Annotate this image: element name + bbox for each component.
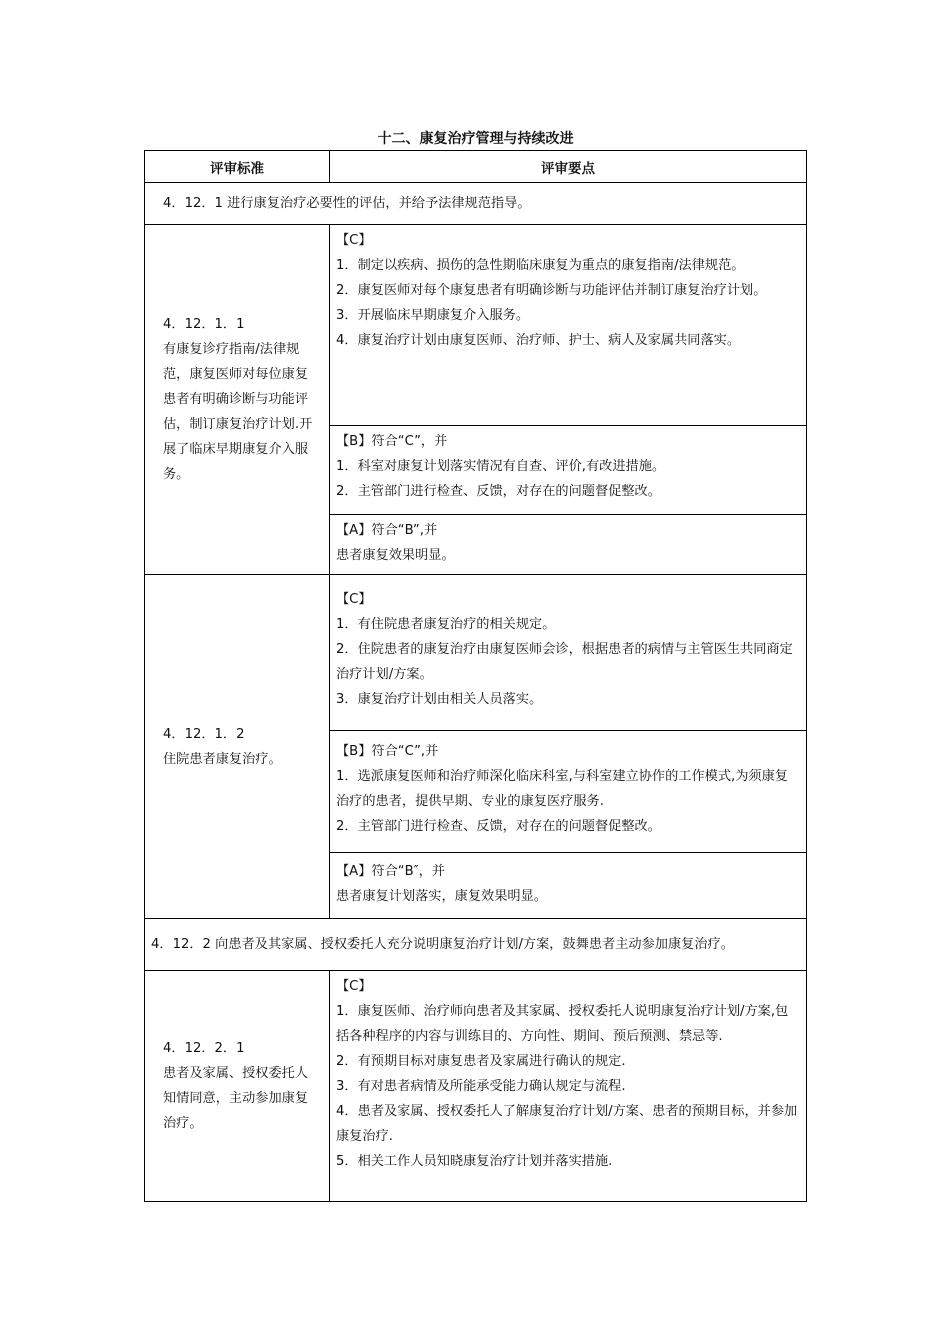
list-item: 4．康复治疗计划由康复医师、治疗师、护士、病人及家属共同落实。 [336, 333, 741, 348]
standard-text: 住院患者康复治疗。 [163, 751, 282, 767]
list-item: 2．住院患者的康复治疗由康复医师会诊，根据患者的病情与主管医生共同商定治疗计划/方案。 [336, 642, 793, 682]
points-cell-a [330, 853, 807, 919]
list-item: 5．相关工作人员知晓康复治疗计划并落实措施. [336, 1154, 613, 1169]
points-cell-b [330, 426, 807, 515]
table-header-row [145, 151, 807, 183]
standard-number: 4．12．2．1 [163, 1041, 245, 1056]
list-item: 1．选派康复医师和治疗师深化临床科室,与科室建立协作的工作模式,为须康复治疗的患者，提供早期、专业的康复医疗服务. [336, 769, 788, 809]
list-item: 2．康复医师对每个康复患者有明确诊断与功能评估并制订康复治疗计划。 [336, 283, 767, 298]
list-item: 4．患者及家属、授权委托人了解康复治疗计划/方案、患者的预期目标，并参加康复治疗. [336, 1104, 798, 1144]
section-row [145, 919, 807, 971]
points-cell-c [330, 225, 807, 426]
standard-cell [145, 575, 330, 919]
points-cell-c [330, 575, 807, 731]
list-item: 1．有住院患者康复治疗的相关规定。 [336, 617, 556, 632]
level-a-label: 【A】符合“B″，并 [336, 864, 445, 879]
standard-text: 有康复诊疗指南/法律规范，康复医师对每位康复患者有明确诊断与功能评估，制订康复治疗计划.开展了临床早期康复介入服务。 [163, 342, 313, 482]
list-item: 1．科室对康复计划落实情况有自查、评价,有改进措施。 [336, 459, 666, 474]
list-item: 3．有对患者病情及所能承受能力确认规定与流程. [336, 1079, 626, 1094]
standard-number: 4．12．1．2 [163, 726, 245, 742]
section-heading-4-12-1: 4．12．1 进行康复治疗必要性的评估，并给予法律规范指导。 [145, 183, 807, 225]
section-row [145, 183, 807, 225]
table-row [145, 575, 807, 731]
list-item: 2．主管部门进行检查、反馈，对存在的问题督促整改。 [336, 819, 661, 834]
list-item: 患者康复效果明显。 [336, 548, 455, 563]
list-item: 3．康复治疗计划由相关人员落实。 [336, 692, 543, 707]
page-title: 十二、康复治疗管理与持续改进 [377, 131, 574, 147]
table-row [145, 225, 807, 426]
list-item: 患者康复计划落实，康复效果明显。 [336, 889, 547, 904]
points-cell-a [330, 515, 807, 575]
list-item: 3．开展临床早期康复介入服务。 [336, 308, 530, 323]
standard-text: 患者及家属、授权委托人知情同意，主动参加康复治疗。 [163, 1066, 309, 1131]
level-c-label: 【C】 [336, 979, 372, 994]
section-heading-4-12-2: 4．12．2 向患者及其家属、授权委托人充分说明康复治疗计划/方案，鼓舞患者主动参加康复治疗。 [145, 919, 807, 971]
points-cell-b [330, 731, 807, 853]
standard-number: 4．12．1．1 [163, 317, 245, 332]
standard-cell [145, 971, 330, 1202]
standards-table [144, 150, 807, 1202]
level-b-label: 【B】符合“C”,并 [336, 744, 439, 759]
level-a-label: 【A】符合“B”,并 [336, 523, 438, 538]
header-points: 评审要点 [330, 151, 807, 183]
list-item: 2．有预期目标对康复患者及家属进行确认的规定. [336, 1054, 626, 1069]
table-row [145, 971, 807, 1202]
header-standard: 评审标准 [145, 151, 330, 183]
level-c-label: 【C】 [336, 233, 372, 248]
standard-cell [145, 225, 330, 575]
level-b-label: 【B】符合“C”，并 [336, 434, 448, 449]
list-item: 2．主管部门进行检查、反馈，对存在的问题督促整改。 [336, 484, 661, 499]
points-cell-c [330, 971, 807, 1202]
level-c-label: 【C】 [336, 592, 372, 607]
list-item: 1．制定以疾病、损伤的急性期临床康复为重点的康复指南/法律规范。 [336, 258, 745, 273]
list-item: 1．康复医师、治疗师向患者及其家属、授权委托人说明康复治疗计划/方案,包括各种程序的内容与训练目的、方向性、期间、预后预测、禁忌等. [336, 1004, 789, 1044]
